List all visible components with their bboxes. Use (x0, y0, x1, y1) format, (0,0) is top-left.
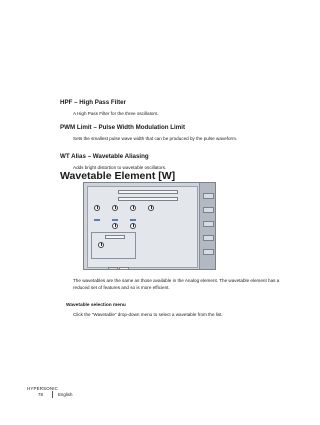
knob-icon (148, 205, 154, 211)
chapter-heading: Wavetable Element [W] (60, 170, 176, 182)
section-heading-wt-alias: WT Alias – Wavetable Aliasing (60, 153, 149, 160)
footer-page-number: 78 (38, 392, 43, 397)
side-button-icon (203, 221, 214, 227)
side-strip (199, 183, 216, 270)
wavetable-panel (87, 186, 198, 268)
sub-field (105, 235, 125, 239)
footer-brand: HYPERSONIC (27, 386, 59, 391)
slider-icon (94, 219, 100, 221)
wavetable-dropdown (118, 197, 178, 201)
footer-language: English (58, 392, 73, 397)
side-button-icon (203, 249, 214, 255)
side-button-icon (203, 193, 214, 199)
subsection-text: Click the “Wavetable” drop-down menu to select a wavetable from the list. (73, 312, 223, 317)
side-button-icon (203, 235, 214, 241)
knob-icon (130, 223, 136, 229)
section-heading-pwm: PWM Limit – Pulse Width Modulation Limit (60, 124, 186, 131)
tab-icon (108, 267, 118, 270)
slider-icon (112, 219, 118, 221)
section-heading-hpf: HPF – High Pass Filter (60, 99, 127, 106)
tab-icon (119, 267, 129, 270)
knob-icon (98, 242, 104, 248)
slider-icon (130, 219, 136, 221)
edit-field (118, 190, 178, 194)
wavetable-element-screenshot (83, 182, 216, 270)
knob-icon (112, 223, 118, 229)
knob-icon (130, 205, 136, 211)
knob-icon (112, 205, 118, 211)
knob-icon (94, 205, 100, 211)
side-button-icon (203, 207, 214, 213)
subsection-heading: Wavetable selection menu (66, 303, 126, 308)
chapter-intro: The wavetables are the same as those available in the Analog element. The wavetable element has a reduced set of features and so is more efficient. (73, 278, 280, 290)
footer-divider (52, 391, 53, 398)
sub-panel (91, 232, 136, 259)
section-text-wt-alias: Adds bright distortion to wavetable oscillators. (73, 165, 167, 170)
section-text-hpf: A High Pass Filter for the three oscillators. (73, 111, 159, 116)
section-text-pwm: Sets the smallest pulse wave width that can be produced by the pulse waveform. (73, 136, 238, 141)
